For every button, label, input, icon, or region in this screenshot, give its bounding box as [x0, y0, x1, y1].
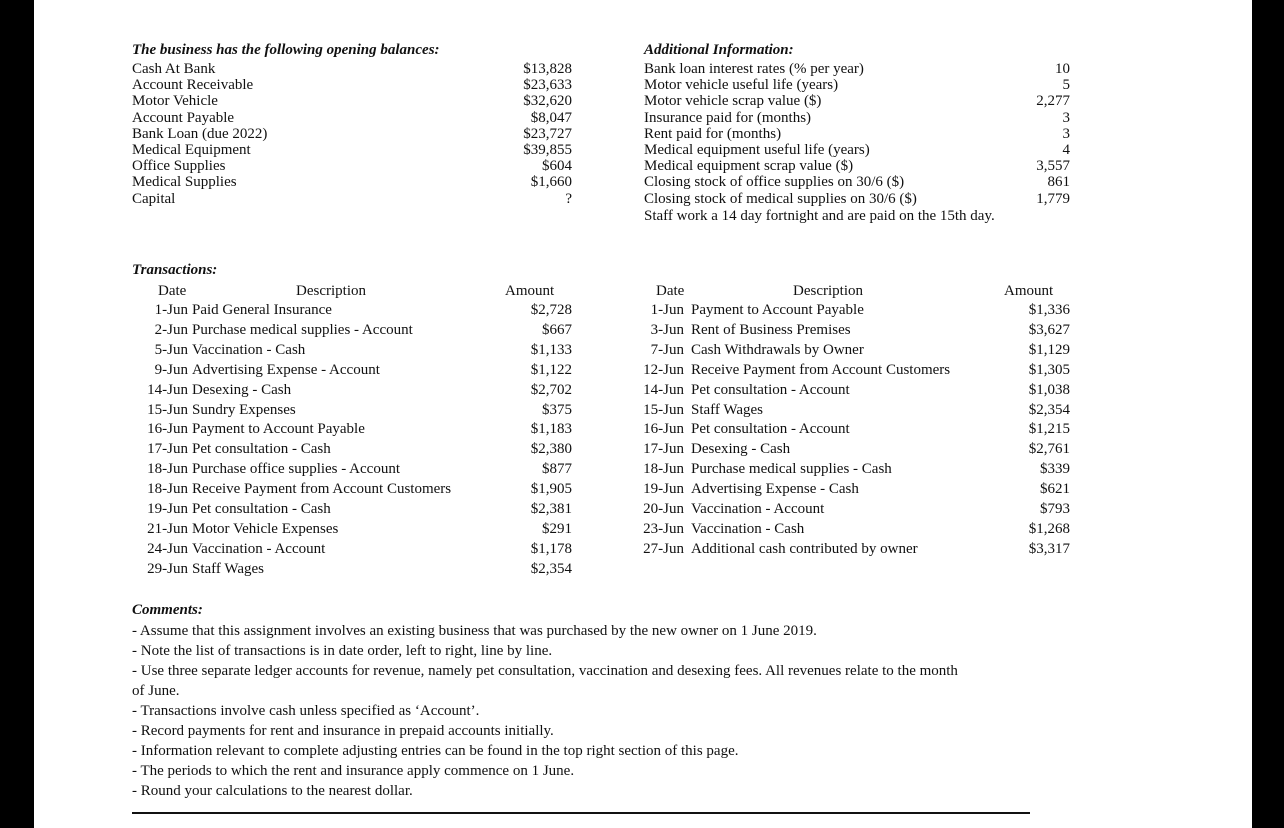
transaction-row	[34, 521, 1252, 541]
opening-balances-heading: The business has the following opening balances:	[132, 42, 440, 58]
opening-balance-label: Motor Vehicle	[132, 93, 218, 110]
transaction-amount: $2,380	[530, 441, 572, 458]
transaction-row	[34, 322, 1252, 342]
transaction-date: 18-Jun	[147, 481, 188, 498]
additional-info-label: Motor vehicle useful life (years)	[644, 77, 839, 94]
left-description-header: Description	[296, 283, 366, 299]
additional-info-value: 861	[1047, 174, 1070, 191]
transaction-description: Additional cash contributed by owner	[691, 540, 918, 557]
comment-line: - Note the list of transactions is in date order, left to right, line by line.	[132, 643, 553, 659]
document-page	[34, 0, 1252, 828]
additional-info-value: 5	[1062, 77, 1070, 94]
opening-balance-value: $23,727	[523, 125, 572, 142]
transaction-amount: $2,354	[1028, 401, 1070, 418]
opening-balance-value: $8,047	[530, 109, 572, 126]
transaction-description: Purchase medical supplies - Cash	[691, 461, 892, 478]
opening-balance-label: Medical Equipment	[132, 142, 251, 158]
transaction-amount: $1,122	[530, 361, 572, 378]
transaction-row	[34, 402, 1252, 422]
transaction-description: Staff Wages	[691, 401, 763, 418]
transaction-amount: $2,761	[1028, 441, 1070, 458]
transaction-amount: $3,317	[1028, 540, 1070, 557]
transaction-date: 18-Jun	[643, 461, 684, 478]
transaction-description: Vaccination - Account	[691, 501, 825, 517]
transaction-date: 15-Jun	[147, 401, 188, 418]
additional-info-value: 3,557	[1036, 158, 1070, 175]
transaction-row	[34, 461, 1252, 481]
opening-balance-value: $13,828	[523, 61, 572, 77]
additional-info-value: 1,779	[1036, 190, 1070, 207]
opening-balance-label: Cash At Bank	[132, 61, 216, 77]
opening-balance-label: Capital	[132, 190, 176, 207]
transaction-row	[34, 561, 1252, 581]
opening-balance-value: ?	[565, 190, 572, 207]
transaction-date: 9-Jun	[154, 361, 188, 378]
transaction-description: Pet consultation - Cash	[192, 501, 331, 517]
transaction-amount: $1,336	[1028, 302, 1070, 318]
transaction-description: Rent of Business Premises	[691, 321, 851, 338]
transaction-description: Payment to Account Payable	[691, 302, 864, 318]
transaction-date: 24-Jun	[147, 540, 188, 557]
transaction-amount: $1,905	[530, 481, 572, 498]
opening-balance-value: $604	[542, 158, 572, 175]
transaction-date: 20-Jun	[643, 501, 684, 517]
additional-info-note: Staff work a 14 day fortnight and are paid on the 15th day.	[644, 208, 995, 224]
transaction-amount: $877	[542, 461, 572, 478]
transaction-amount: $375	[542, 401, 572, 418]
transaction-amount: $339	[1040, 461, 1070, 478]
transaction-date: 7-Jun	[650, 341, 684, 358]
opening-balance-value: $32,620	[523, 93, 572, 110]
transaction-date: 16-Jun	[147, 421, 188, 438]
transaction-date: 1-Jun	[154, 302, 188, 318]
transaction-description: Sundry Expenses	[192, 401, 296, 418]
transaction-date: 14-Jun	[147, 381, 188, 398]
transaction-description: Desexing - Cash	[691, 441, 791, 458]
transaction-date: 17-Jun	[147, 441, 188, 458]
transaction-amount: $2,702	[530, 381, 572, 398]
transaction-amount: $2,381	[530, 501, 572, 517]
additional-info-value: 2,277	[1036, 93, 1070, 110]
transaction-amount: $793	[1040, 501, 1070, 517]
additional-info-value: 10	[1055, 61, 1070, 77]
additional-info-value: 4	[1062, 142, 1070, 158]
additional-info-label: Motor vehicle scrap value ($)	[644, 93, 822, 110]
comment-line: - Use three separate ledger accounts for revenue, namely pet consultation, vaccination and desexing fees. All revenues relate to the month	[132, 663, 958, 679]
transaction-date: 14-Jun	[643, 381, 684, 398]
transaction-date: 17-Jun	[643, 441, 684, 458]
transaction-description: Desexing - Cash	[192, 381, 292, 398]
transaction-description: Pet consultation - Account	[691, 381, 850, 398]
additional-info-label: Rent paid for (months)	[644, 125, 782, 142]
transaction-row	[34, 302, 1252, 322]
transaction-date: 27-Jun	[643, 540, 684, 557]
transaction-date: 19-Jun	[147, 501, 188, 517]
bottom-divider	[132, 812, 1030, 814]
transaction-amount: $2,728	[530, 302, 572, 318]
transaction-date: 1-Jun	[650, 302, 684, 318]
transaction-row	[34, 421, 1252, 441]
additional-info-label: Medical equipment scrap value ($)	[644, 158, 854, 175]
transaction-row	[34, 501, 1252, 521]
transaction-amount: $667	[542, 321, 572, 338]
transaction-date: 21-Jun	[147, 520, 188, 537]
additional-info-label: Medical equipment useful life (years)	[644, 142, 870, 158]
additional-info-label: Bank loan interest rates (% per year)	[644, 61, 864, 77]
transaction-description: Purchase medical supplies - Account	[192, 321, 413, 338]
transaction-amount: $1,038	[1028, 381, 1070, 398]
opening-balance-label: Office Supplies	[132, 158, 226, 175]
transaction-description: Advertising Expense - Account	[192, 361, 380, 378]
transaction-date: 23-Jun	[643, 520, 684, 537]
transaction-date: 19-Jun	[643, 481, 684, 498]
transaction-amount: $1,268	[1028, 520, 1070, 537]
comment-line: - Transactions involve cash unless specified as ‘Account’.	[132, 703, 480, 719]
opening-balance-value: $39,855	[523, 142, 572, 158]
opening-balance-label: Account Payable	[132, 109, 235, 126]
opening-balance-label: Medical Supplies	[132, 174, 237, 191]
comment-line: - Information relevant to complete adjusting entries can be found in the top right section of this page.	[132, 743, 739, 759]
comment-line: of June.	[132, 683, 180, 699]
left-amount-header: Amount	[505, 283, 555, 299]
comments-list	[132, 621, 958, 801]
additional-info-value: 3	[1062, 109, 1070, 126]
opening-balance-value: $1,660	[530, 174, 572, 191]
left-date-header: Date	[158, 283, 187, 299]
right-description-header: Description	[793, 283, 863, 299]
comment-line: - The periods to which the rent and insurance apply commence on 1 June.	[132, 763, 575, 779]
transaction-amount: $1,133	[530, 341, 572, 358]
transaction-amount: $1,129	[1028, 341, 1070, 358]
transaction-description: Vaccination - Cash	[691, 520, 805, 537]
transaction-description: Cash Withdrawals by Owner	[691, 341, 864, 358]
transaction-description: Receive Payment from Account Customers	[192, 481, 452, 498]
additional-info-label: Insurance paid for (months)	[644, 109, 812, 126]
transaction-date: 29-Jun	[147, 560, 188, 577]
transaction-row	[34, 441, 1252, 461]
comments-heading: Comments:	[132, 602, 203, 618]
comment-line: - Assume that this assignment involves an existing business that was purchased by the new owner on 1 June 2019.	[132, 623, 817, 639]
transaction-amount: $291	[542, 520, 572, 537]
transaction-date: 15-Jun	[643, 401, 684, 418]
transaction-description: Payment to Account Payable	[192, 421, 365, 438]
transaction-amount: $1,183	[530, 421, 572, 438]
opening-balance-value: $23,633	[523, 77, 572, 94]
transaction-description: Advertising Expense - Cash	[691, 481, 859, 498]
additional-info-heading: Additional Information:	[644, 42, 794, 58]
additional-info-label: Closing stock of office supplies on 30/6 ($)	[644, 174, 905, 191]
transaction-date: 12-Jun	[643, 361, 684, 378]
transaction-description: Staff Wages	[192, 560, 264, 577]
comment-line: - Round your calculations to the nearest dollar.	[132, 783, 413, 799]
transaction-row	[34, 541, 1252, 561]
transaction-description: Receive Payment from Account Customers	[691, 361, 951, 378]
transaction-row	[34, 362, 1252, 382]
transaction-row	[34, 342, 1252, 362]
transaction-row	[34, 481, 1252, 501]
transactions-heading: Transactions:	[132, 262, 218, 278]
transaction-date: 5-Jun	[154, 341, 188, 358]
transaction-date: 2-Jun	[154, 321, 188, 338]
transaction-description: Purchase office supplies - Account	[192, 461, 401, 478]
transactions-header-row	[34, 283, 1252, 303]
transaction-amount: $1,178	[530, 540, 572, 557]
transaction-amount: $621	[1040, 481, 1070, 498]
transaction-date: 18-Jun	[147, 461, 188, 478]
transaction-amount: $3,627	[1028, 321, 1070, 338]
right-date-header: Date	[656, 283, 685, 299]
transaction-date: 3-Jun	[650, 321, 684, 338]
transaction-description: Motor Vehicle Expenses	[192, 520, 339, 537]
transaction-amount: $1,215	[1028, 421, 1070, 438]
transaction-description: Vaccination - Account	[192, 540, 326, 557]
right-amount-header: Amount	[1004, 283, 1054, 299]
opening-balance-label: Account Receivable	[132, 77, 254, 94]
transaction-description: Vaccination - Cash	[192, 341, 306, 358]
transaction-description: Pet consultation - Account	[691, 421, 850, 438]
transaction-date: 16-Jun	[643, 421, 684, 438]
opening-balance-label: Bank Loan (due 2022)	[132, 125, 268, 142]
transaction-description: Paid General Insurance	[192, 302, 332, 318]
additional-info-value: 3	[1062, 125, 1070, 142]
transaction-amount: $2,354	[530, 560, 572, 577]
transaction-amount: $1,305	[1028, 361, 1070, 378]
comment-line: - Record payments for rent and insurance in prepaid accounts initially.	[132, 723, 554, 739]
transaction-row	[34, 382, 1252, 402]
additional-info-label: Closing stock of medical supplies on 30/6 ($)	[644, 190, 917, 207]
transaction-description: Pet consultation - Cash	[192, 441, 331, 458]
